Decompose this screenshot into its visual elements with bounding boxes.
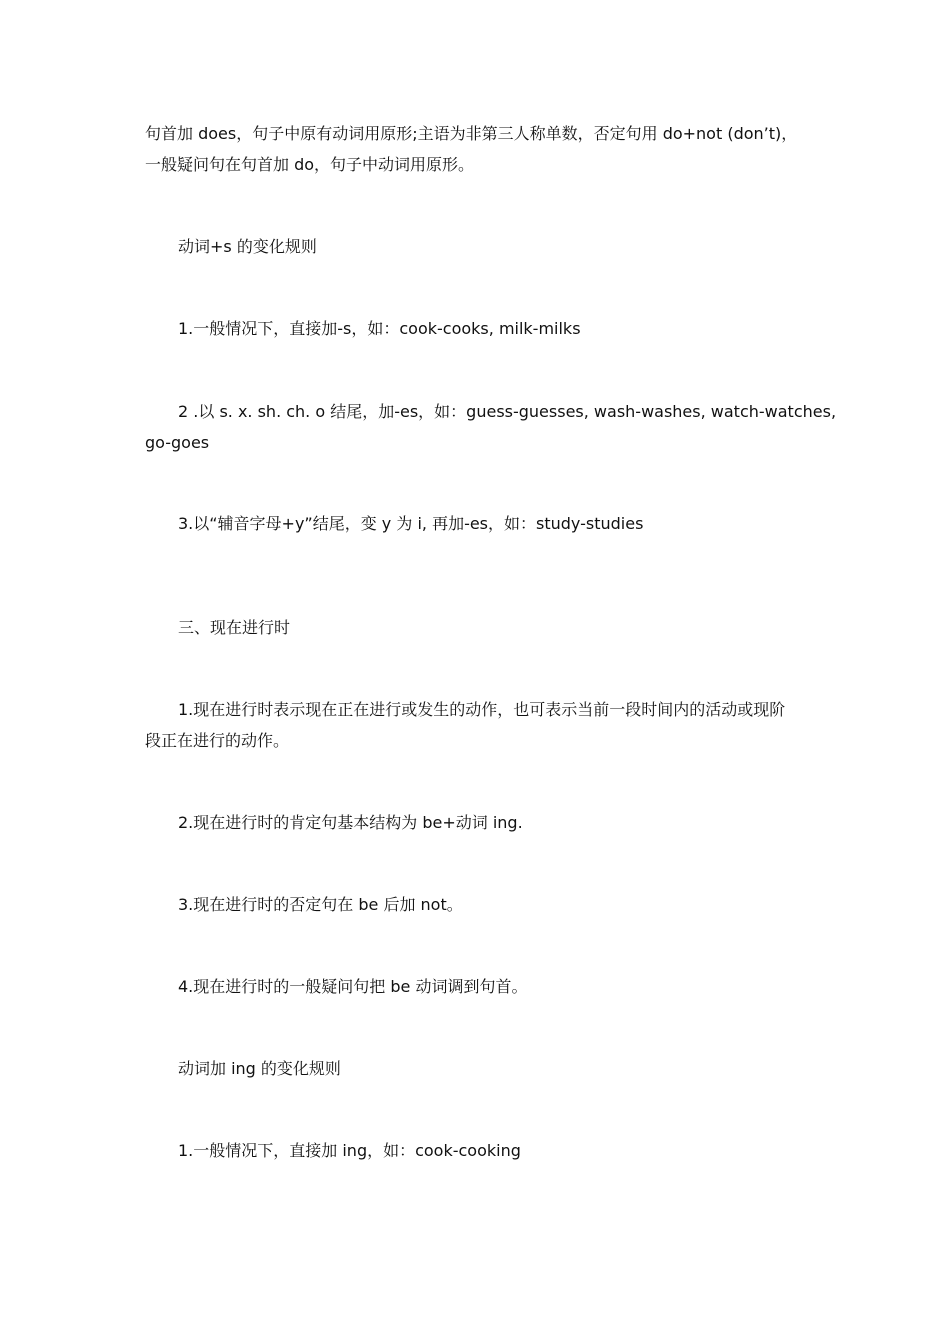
paragraph-line: 一般疑问句在句首加 do，句子中动词用原形。 — [145, 155, 475, 174]
paragraph-line: 段正在进行的动作。 — [145, 731, 290, 750]
paragraph-line: go-goes — [145, 433, 210, 452]
paragraph-line: 1.现在进行时表示现在正在进行或发生的动作，也可表示当前一段时间内的活动或现阶 — [178, 700, 786, 719]
paragraph-line: 4.现在进行时的一般疑问句把 be 动词调到句首。 — [178, 977, 528, 996]
paragraph-line: 3.现在进行时的否定句在 be 后加 not。 — [178, 895, 463, 914]
paragraph-line: 2 .以 s. x. sh. ch. o 结尾，加-es，如：guess-guesses, wash-washes, watch-watches, — [178, 402, 837, 421]
section-heading: 动词加 ing 的变化规则 — [178, 1059, 341, 1078]
paragraph-line: 2.现在进行时的肯定句基本结构为 be+动词 ing. — [178, 813, 523, 832]
paragraph-line: 句首加 does，句子中原有动词用原形;主语为非第三人称单数，否定句用 do+not (don’t)， — [145, 124, 798, 143]
paragraph-line: 1.一般情况下，直接加-s，如：cook-cooks, milk-milks — [178, 319, 581, 338]
section-heading: 动词+s 的变化规则 — [178, 237, 317, 256]
paragraph-line: 3.以“辅音字母+y”结尾，变 y 为 i, 再加-es，如：study-studies — [178, 514, 644, 533]
paragraph-line: 1.一般情况下，直接加 ing，如：cook-cooking — [178, 1141, 521, 1160]
section-heading: 三、现在进行时 — [178, 618, 291, 637]
